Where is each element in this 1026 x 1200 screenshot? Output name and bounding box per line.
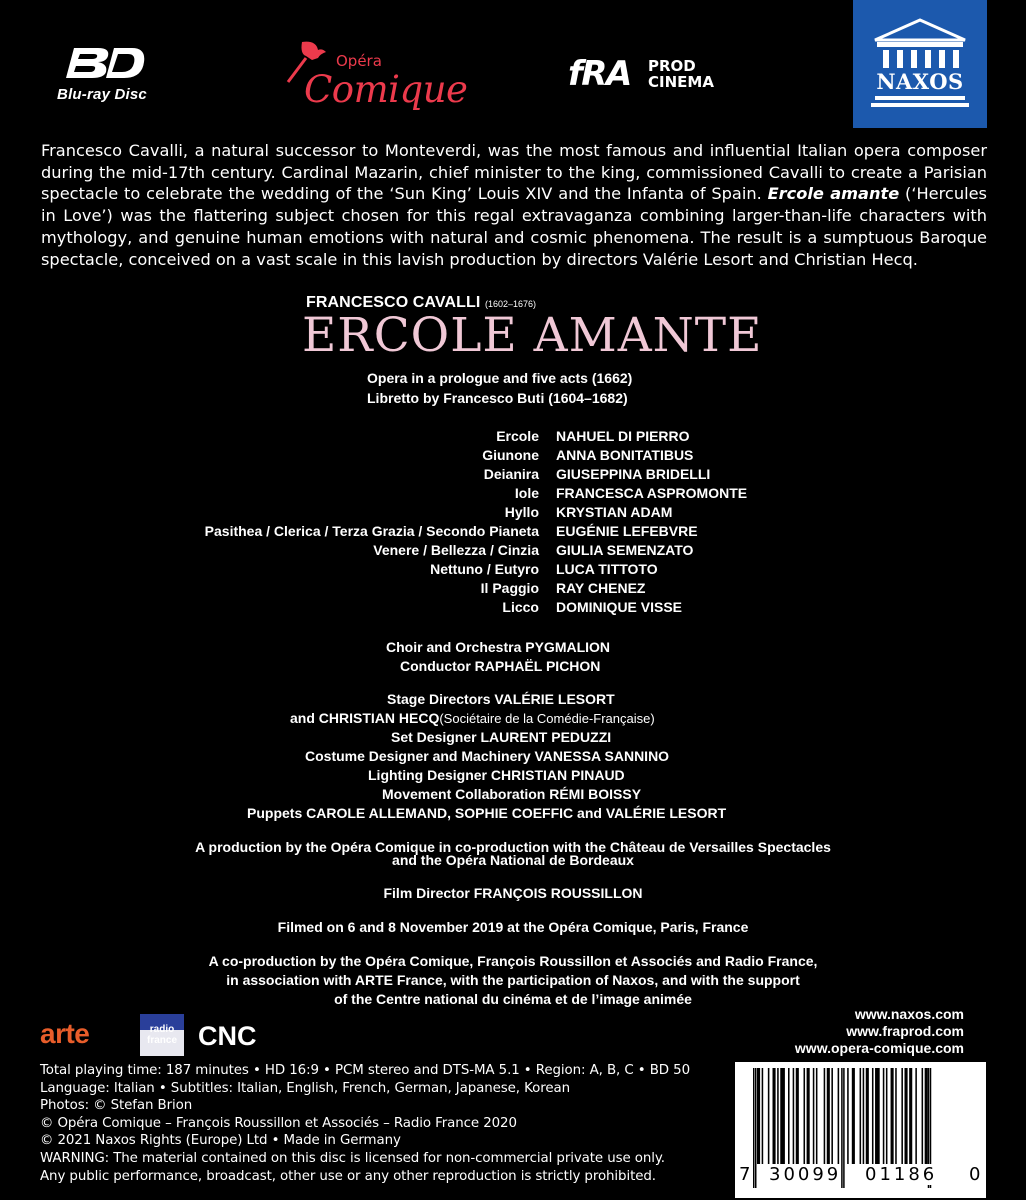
movement-credit: Movement Collaboration RÉMI BOISSY (382, 786, 642, 802)
cast-singer: DOMINIQUE VISSE (556, 599, 683, 615)
naxos-wordmark: NAXOS (876, 69, 964, 94)
barcode-bar (804, 1068, 806, 1164)
opera-subtitle: Opera in a prologue and five acts (1662) (367, 370, 633, 386)
barcode-bar (909, 1068, 912, 1164)
naxos-logo (853, 0, 987, 128)
barcode-bar (905, 1068, 908, 1164)
cast-singer: NAHUEL DI PIERRO (556, 428, 690, 444)
cast-role: Pasithea / Clerica / Terza Grazia / Secondo Pianeta (204, 523, 539, 539)
stage-director-credit-2 (290, 710, 655, 726)
france-word: france (146, 1035, 177, 1046)
barcode-guard-bar (843, 1068, 845, 1188)
barcode-bar (847, 1068, 849, 1164)
set-designer-credit: Set Designer LAURENT PEDUZZI (391, 729, 612, 745)
fine-print-line: Photos: © Stefan Brion (40, 1098, 193, 1114)
barcode-bar (773, 1068, 776, 1164)
cast-row (150, 542, 850, 561)
barcode-bar (757, 1068, 760, 1164)
cast-role: Nettuno / Eutyro (430, 561, 539, 577)
barcode-bar (915, 1068, 917, 1164)
intro-text-2: (‘Hercules in Love’) was the flattering subject chosen for this regal extravaganza combining larger-than-life characters with mythology, and genuine human emotions with natural and cosmic phenomena. The result is a sumptuous Baroque spectacle, conceived on a vast scale in this lavish production by directors Valérie Lesort and Christian Hecq. (41, 184, 987, 269)
barcode-guard-bar (753, 1068, 755, 1188)
barcode-bar (780, 1068, 785, 1164)
fine-print-line: © 2021 Naxos Rights (Europe) Ltd • Made in Germany (40, 1133, 401, 1149)
cast-role: Deianira (483, 466, 539, 482)
barcode-bar (838, 1068, 840, 1164)
cnc-logo: CNC (198, 1021, 257, 1051)
opera-comique-big: Comique (304, 68, 468, 111)
barcode-check-digit: 0 (969, 1164, 981, 1185)
barcode-bar (895, 1068, 897, 1164)
cast-role: Ercole (496, 428, 539, 444)
cast-row (150, 580, 850, 599)
barcode-bar (922, 1068, 924, 1164)
fra-prod-logo (568, 54, 738, 94)
cast-row (150, 561, 850, 580)
stage-director-note: (Sociétaire de la Comédie-Française) (439, 711, 655, 726)
stage-director-name-2: and CHRISTIAN HECQ (290, 710, 440, 726)
coproduction-line-2: in association with ARTE France, with the participation of Naxos, and with the support (226, 972, 800, 988)
cast-role: Il Paggio (480, 580, 539, 596)
fine-print-line: Any public performance, broadcast, other use or any other reproduction is strictly prohibited. (40, 1168, 656, 1184)
cast-role: Hyllo (504, 504, 539, 520)
costume-designer-credit: Costume Designer and Machinery VANESSA SANNINO (305, 748, 670, 764)
conductor-credit: Conductor RAPHAËL PICHON (400, 658, 601, 674)
bluray-disc-icon (54, 40, 150, 80)
barcode-bar (863, 1068, 865, 1164)
barcode-bar (831, 1068, 833, 1164)
fine-print (40, 1062, 740, 1185)
intro-text-1: Francesco Cavalli, a natural successor to Monteverdi, was the most famous and influential Italian opera composer during the mid-17th century. Cardinal Mazarin, chief minister to the king, commissioned Cavalli to create a Parisian spectacle to celebrate the wedding of the ‘Sun King’ Louis XIV and the Infanta of Spain. (41, 141, 987, 204)
barcode-first-digit: 7 (739, 1164, 751, 1185)
radio-france-logo (140, 1014, 184, 1056)
production-credit-1: A production by the Opéra Comique in co-production with the Château de Versailles Spectacles (195, 839, 831, 855)
cast-row (150, 466, 850, 485)
cast-row (150, 599, 850, 618)
cast-role: Giunone (482, 447, 539, 463)
barcode-bar (768, 1068, 770, 1164)
cast-singer: GIULIA SEMENZATO (556, 542, 694, 558)
cast-singer: EUGÉNIE LEFEBVRE (556, 523, 698, 539)
cast-singer: LUCA TITTOTO (556, 561, 658, 577)
fra-cinema: CINEMA (648, 73, 714, 91)
radio-france-label (143, 1024, 181, 1046)
choir-credit: Choir and Orchestra PYGMALION (386, 639, 611, 655)
bluray-label: Blu-ray Disc (57, 86, 147, 103)
intro-paragraph (41, 140, 987, 270)
fra-word: fRA (568, 54, 631, 94)
barcode-bar (793, 1068, 795, 1164)
barcode (735, 1062, 986, 1198)
website-link[interactable]: www.opera-comique.com (794, 1040, 964, 1056)
barcode-bar (925, 1068, 928, 1164)
barcode-guard-bar (755, 1068, 757, 1188)
cast-row (150, 523, 850, 542)
cast-list (150, 428, 850, 618)
coproduction-line-3: of the Centre national du cinéma et de l’image animée (334, 991, 692, 1007)
cast-singer: RAY CHENEZ (556, 580, 646, 596)
composer-name: FRANCESCO CAVALLI (306, 294, 481, 311)
barcode-bar (807, 1068, 810, 1164)
stage-director-credit: Stage Directors VALÉRIE LESORT (387, 691, 615, 707)
barcode-right-digits: 01186 (865, 1164, 938, 1185)
puppets-credit: Puppets CAROLE ALLEMAND, SOPHIE COEFFIC and VALÉRIE LESORT (247, 805, 727, 821)
cast-singer: KRYSTIAN ADAM (556, 504, 673, 520)
filmed-credit: Filmed on 6 and 8 November 2019 at the Opéra Comique, Paris, France (277, 919, 749, 935)
coproduction-line-1: A co-production by the Opéra Comique, François Roussillon et Associés and Radio France, (208, 953, 818, 969)
cast-row (150, 485, 850, 504)
barcode-bar (866, 1068, 869, 1164)
barcode-bar (901, 1068, 903, 1164)
opera-comique-logo (278, 38, 468, 111)
fra-prod: PROD (648, 57, 696, 75)
fra-sub (648, 58, 714, 90)
intro-title-italic: Ercole amante (767, 184, 900, 204)
barcode-bar (875, 1068, 880, 1164)
lighting-designer-credit: Lighting Designer CHRISTIAN PINAUD (368, 767, 625, 783)
fine-print-line: Language: Italian • Subtitles: Italian, English, French, German, Japanese, Korean (40, 1080, 570, 1096)
cast-row (150, 504, 850, 523)
barcode-bar (860, 1068, 862, 1164)
opera-comique-small: Opéra (336, 52, 382, 70)
production-credit-2: and the Opéra National de Bordeaux (392, 852, 634, 868)
radio-word: radio (149, 1024, 175, 1035)
barcode-bar (852, 1068, 855, 1164)
cast-singer: ANNA BONITATIBUS (556, 447, 694, 463)
barcode-left-digits: 30099 (769, 1164, 842, 1185)
cast-row (150, 428, 850, 447)
cast-role: Venere / Bellezza / Cinzia (373, 542, 539, 558)
barcode-bar (891, 1068, 894, 1164)
opera-title: ERCOLE AMANTE (302, 308, 763, 363)
film-director-credit: Film Director FRANÇOIS ROUSSILLON (383, 885, 643, 901)
barcode-bar (883, 1068, 885, 1164)
fine-print-line: WARNING: The material contained on this disc is licensed for non-commercial private use only. (40, 1150, 665, 1166)
composer-dates: (1602–1676) (484, 299, 537, 309)
cast-row (150, 447, 850, 466)
fine-print-line: Total playing time: 187 minutes • HD 16:9 • PCM stereo and DTS-MA 5.1 • Region: A, B, C • BD 50 (40, 1063, 690, 1078)
barcode-guard-bar (841, 1068, 843, 1188)
bluray-logo (42, 40, 162, 110)
barcode-bar (777, 1068, 779, 1164)
cast-role: Iole (514, 485, 539, 501)
cast-singer: GIUSEPPINA BRIDELLI (556, 466, 711, 482)
website-link[interactable]: www.naxos.com (854, 1006, 964, 1022)
cast-role: Licco (502, 599, 539, 615)
barcode-bar (816, 1068, 818, 1164)
barcode-bar (813, 1068, 815, 1164)
barcode-bar (872, 1068, 874, 1164)
arte-logo: arte (40, 1018, 90, 1049)
barcode-bar (788, 1068, 790, 1164)
barcode-bar (762, 1068, 764, 1164)
barcode-bar (827, 1068, 830, 1164)
barcode-bar (824, 1068, 826, 1164)
fine-print-line: © Opéra Comique – François Roussillon et Associés – Radio France 2020 (40, 1115, 517, 1131)
barcode-bar (886, 1068, 888, 1164)
cast-singer: FRANCESCA ASPROMONTE (556, 485, 748, 501)
temple-icon (869, 16, 971, 108)
barcode-bar (796, 1068, 799, 1164)
libretto-line: Libretto by Francesco Buti (1604–1682) (367, 390, 628, 406)
website-link[interactable]: www.fraprod.com (846, 1023, 964, 1039)
websites (795, 1006, 964, 1057)
